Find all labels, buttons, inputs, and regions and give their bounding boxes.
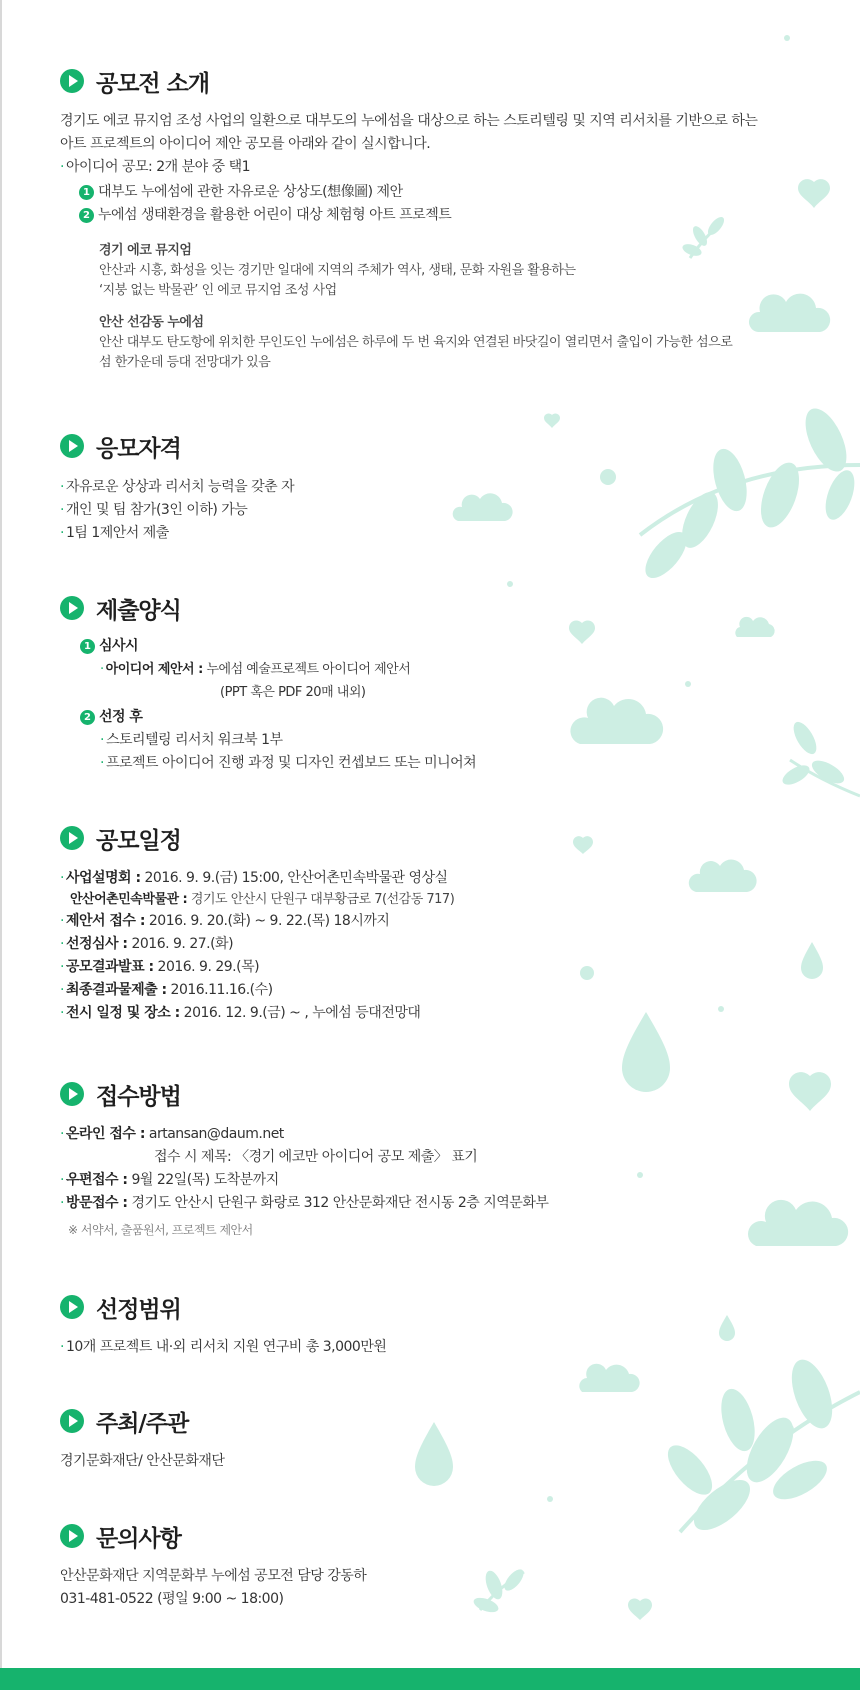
selection-item: · 10개 프로젝트 내·외 리서치 지원 연구비 총 3,000만원: [60, 1339, 387, 1355]
submission-key: 방문접수 :: [65, 1195, 128, 1211]
section-header: [60, 591, 820, 625]
host-text: 경기문화재단/ 안산문화재단: [60, 1453, 225, 1469]
section-eligibility: [60, 429, 820, 545]
option-text: 대부도 누에섬에 관한 자유로운 상상도(想像圖) 제안: [98, 184, 403, 200]
eligibility-item: · 자유로운 상상과 리서치 능력을 갖춘 자: [60, 479, 295, 495]
option-item: [79, 181, 820, 204]
eligibility-item: · 개인 및 팀 참가(3인 이하) 가능: [60, 502, 248, 518]
venue-row: [70, 890, 820, 910]
schedule-key: 전시 일정 및 장소 :: [65, 1005, 180, 1021]
submission-value: 경기도 안산시 단원구 화랑로 312 안산문화재단 전시동 2층 지역문화부: [131, 1195, 549, 1211]
section-title: 문의사항: [96, 1525, 181, 1552]
eligibility-item: · 1팀 1제안서 제출: [60, 525, 169, 541]
stage-detail: · 스토리텔링 리서치 워크북 1부: [100, 732, 283, 748]
play-icon: [60, 826, 84, 850]
stage-label: 선정 후: [99, 709, 143, 725]
detail-key: 아이디어 제안서 :: [105, 662, 203, 677]
stage-detail: · 아이디어 제안서 : 누에섬 예술프로젝트 아이디어 제안서: [100, 662, 411, 677]
island-description: 안산 대부도 탄도항에 위치한 무인도인 누에섬은 하루에 두 번 육지와 연결된 바닷길이 열리면서 출입이 가능한 섬으로: [99, 335, 733, 350]
section-header: [60, 64, 820, 98]
eligibility-text: 자유로운 상상과 리서치 능력을 갖춘 자: [65, 479, 295, 495]
intro-bullet: · 아이디어 공모: 2개 분야 중 택1: [60, 159, 250, 175]
detail-value: 프로젝트 아이디어 진행 과정 및 디자인 컨셉보드 또는 미니어쳐: [105, 755, 477, 771]
submission-row: · 방문접수 : 경기도 안산시 단원구 화랑로 312 안산문화재단 전시동 2층 지역문화부: [60, 1195, 549, 1211]
schedule-row: · 사업설명회 : 2016. 9. 9.(금) 15:00, 안산어촌민속박물관 영상실: [60, 870, 448, 886]
schedule-value: 2016. 12. 9.(금) ~ , 누에섬 등대전망대: [183, 1005, 421, 1021]
contact-person: 안산문화재단 지역문화부 누에섬 공모전 담당 강동하: [60, 1568, 367, 1584]
play-icon: [60, 69, 84, 93]
museum-description: ‘지붕 없는 박물관’ 인 에코 뮤지엄 조성 사업: [99, 283, 337, 298]
schedule-row: · 최종결과물제출 : 2016.11.16.(수): [60, 982, 273, 998]
dot-decoration: [547, 1496, 553, 1502]
submission-key: 온라인 접수 :: [65, 1126, 145, 1142]
schedule-key: 사업설명회 :: [65, 870, 141, 886]
option-item: [79, 204, 820, 227]
stage-detail: · 프로젝트 아이디어 진행 과정 및 디자인 컨셉보드 또는 미니어쳐: [100, 755, 477, 771]
schedule-key: 선정심사 :: [65, 936, 128, 952]
stage-label: 심사시: [99, 638, 139, 654]
eligibility-text: 1팀 1제안서 제출: [65, 525, 169, 541]
dot-decoration: [784, 35, 790, 41]
email-link[interactable]: artansan@daum.net: [148, 1126, 284, 1142]
section-header: [60, 1519, 820, 1553]
schedule-value: 2016.11.16.(수): [170, 982, 273, 998]
section-header: [60, 429, 820, 463]
island-description: 섬 한가운데 등대 전망대가 있음: [99, 355, 271, 370]
detail-value: 스토리텔링 리서치 워크북 1부: [105, 732, 283, 748]
schedule-key: 공모결과발표 :: [65, 959, 154, 975]
cloud-icon: [579, 1364, 639, 1392]
number-badge: 2: [80, 710, 95, 725]
section-header: [60, 1290, 820, 1324]
venue-value: 경기도 안산시 단원구 대부황금로 7(선감동 717): [190, 892, 455, 907]
schedule-value: 2016. 9. 29.(목): [157, 959, 260, 975]
section-schedule: [60, 821, 820, 1025]
section-format: [60, 591, 820, 775]
submission-value: 9월 22일(목) 도착분까지: [131, 1172, 279, 1188]
section-title: 접수방법: [96, 1083, 181, 1110]
heart-icon: [544, 414, 560, 428]
section-title: 응모자격: [96, 435, 181, 462]
play-icon: [60, 1409, 84, 1433]
section-title: 선정범위: [96, 1296, 181, 1323]
number-badge: 1: [79, 185, 94, 200]
schedule-value: 2016. 9. 20.(화) ~ 9. 22.(목) 18시까지: [148, 913, 390, 929]
schedule-value: 2016. 9. 9.(금) 15:00, 안산어촌민속박물관 영상실: [144, 870, 448, 886]
submission-note: 접수 시 제목: 〈경기 에코만 아이디어 공모 제출〉 표기: [154, 1149, 478, 1165]
number-badge: 2: [79, 208, 94, 223]
section-title: 주최/주관: [96, 1410, 189, 1437]
section-header: [60, 821, 820, 855]
selection-text: 10개 프로젝트 내·외 리서치 지원 연구비 총 3,000만원: [65, 1339, 387, 1355]
section-submission: [60, 1077, 820, 1238]
play-icon: [60, 1295, 84, 1319]
play-icon: [60, 1082, 84, 1106]
left-border: [0, 0, 2, 1668]
section-title: 제출양식: [96, 597, 181, 624]
submission-row: · 우편접수 : 9월 22일(목) 도착분까지: [60, 1172, 279, 1188]
section-title: 공모일정: [96, 827, 181, 854]
play-icon: [60, 1524, 84, 1548]
museum-description: 안산과 시흥, 화성을 잇는 경기만 일대에 지역의 주체가 역사, 생태, 문화 자원을 활용하는: [99, 263, 576, 278]
eligibility-text: 개인 및 팀 참가(3인 이하) 가능: [65, 502, 248, 518]
contact-phone: 031-481-0522 (평일 9:00 ~ 18:00): [60, 1591, 284, 1607]
stage-item: [80, 635, 820, 658]
section-title: 공모전 소개: [96, 70, 210, 97]
intro-description: 경기도 에코 뮤지엄 조성 사업의 일환으로 대부도의 누에섬을 대상으로 하는 스토리텔링 및 지역 리서치를 기반으로 하는: [60, 113, 758, 129]
section-contact: [60, 1519, 820, 1611]
intro-description: 아트 프로젝트의 아이디어 제안 공모를 아래와 같이 실시합니다.: [60, 136, 431, 152]
section-selection: [60, 1290, 820, 1359]
play-icon: [60, 596, 84, 620]
bullet-text: 아이디어 공모: 2개 분야 중 택1: [65, 159, 250, 175]
schedule-value: 2016. 9. 27.(화): [131, 936, 234, 952]
schedule-row: · 전시 일정 및 장소 : 2016. 12. 9.(금) ~ , 누에섬 등대전망대: [60, 1005, 421, 1021]
play-icon: [60, 434, 84, 458]
option-text: 누에섬 생태환경을 활용한 어린이 대상 체험형 아트 프로젝트: [98, 207, 452, 223]
schedule-key: 제안서 접수 :: [65, 913, 145, 929]
schedule-row: · 제안서 접수 : 2016. 9. 20.(화) ~ 9. 22.(목) 18시까지: [60, 913, 390, 929]
submission-row: · 온라인 접수 : artansan@daum.net: [60, 1126, 284, 1142]
section-header: [60, 1077, 820, 1111]
bottom-bar: [0, 1668, 860, 1690]
section-intro: [60, 64, 820, 373]
section-header: [60, 1404, 820, 1438]
dot-decoration: [507, 581, 513, 587]
detail-value: 누에섬 예술프로젝트 아이디어 제안서: [206, 662, 411, 677]
number-badge: 1: [80, 639, 95, 654]
section-host: [60, 1404, 820, 1473]
venue-key: 안산어촌민속박물관 :: [70, 892, 188, 907]
museum-label: 경기 에코 뮤지엄: [99, 243, 192, 258]
schedule-row: · 선정심사 : 2016. 9. 27.(화): [60, 936, 234, 952]
stage-item: [80, 706, 820, 729]
submission-footnote: ※ 서약서, 출품원서, 프로젝트 제안서: [68, 1223, 253, 1237]
island-label: 안산 선감동 누에섬: [99, 315, 204, 330]
schedule-row: · 공모결과발표 : 2016. 9. 29.(목): [60, 959, 260, 975]
stage-note: (PPT 혹은 PDF 20매 내외): [220, 685, 366, 700]
schedule-key: 최종결과물제출 :: [65, 982, 167, 998]
submission-key: 우편접수 :: [65, 1172, 128, 1188]
